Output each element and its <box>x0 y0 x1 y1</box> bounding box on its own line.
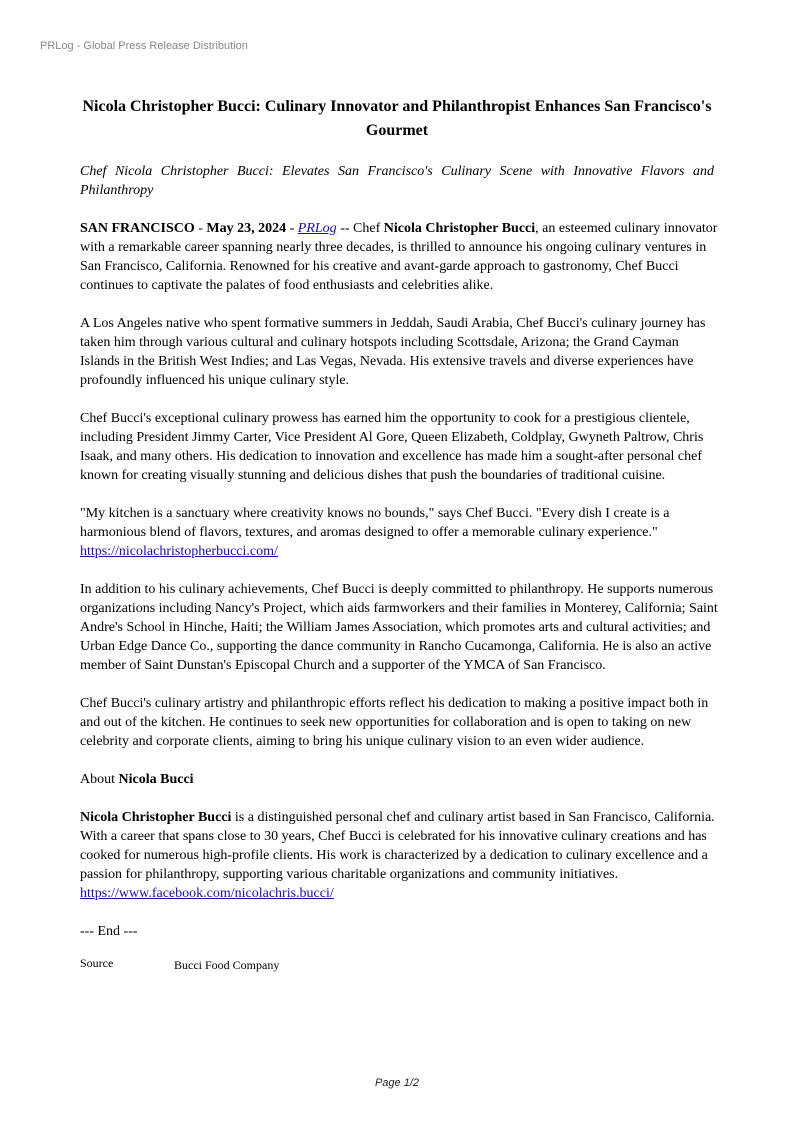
source-value: Bucci Food Company <box>174 958 280 972</box>
about-heading: About Nicola Bucci <box>80 772 194 787</box>
end-marker: --- End --- <box>80 924 138 939</box>
about-bio: Nicola Christopher Bucci is a distinguished personal chef and culinary artist based in San Francisco, California. With a career that spans close to 30 years, Chef Bucci is celebrated for his innovative culinary creations and has cooked for numerous high-profile clients. His work is characterized by a dedication to culinary excellence and a passion for philanthropy, supporting various charitable organizations and community initiatives. https://www.facebook.com/nicolachris.bucci/ <box>80 810 715 901</box>
website-link[interactable]: https://nicolachristopherbucci.com/ <box>80 544 278 559</box>
paragraph-philanthropy: In addition to his culinary achievements, Chef Bucci is deeply committed to philanthropy. He supports numerous organizations including Nancy's Project, which aids farmworkers and their families in Monterey, California; Saint Andre's School in Hinche, Haiti; the William James Association, which promotes arts and cultural activities; and Urban Edge Dance Co., supporting the dance community in Rancho Cucamonga, California. He is also an active member of Saint Dunstan's Episcopal Church and a supporter of the YMCA of San Francisco. <box>80 582 718 673</box>
paragraph-clientele: Chef Bucci's exceptional culinary prowess has earned him the opportunity to cook for a prestigious clientele, including President Jimmy Carter, Vice President Al Gore, Queen Elizabeth, Coldplay, Gwyneth Paltrow, Chris Isaak, and many others. His dedication to innovation and excellence has made him a sought-after personal chef known for creating visually stunning and delicious dishes that push the boundaries of traditional cuisine. <box>80 411 704 483</box>
release-date: May 23, 2024 <box>206 221 287 236</box>
paragraph-background: A Los Angeles native who spent formative summers in Jeddah, Saudi Arabia, Chef Bucci's culinary journey has taken him through various cultural and culinary hotspots including Scottsdale, Arizona; the Grand Cayman Islands in the British West Indies; and Las Vegas, Nevada. His extensive travels and diverse experiences have profoundly influenced his unique culinary style. <box>80 316 706 388</box>
paragraph-outlook: Chef Bucci's culinary artistry and philanthropic efforts reflect his dedication to making a positive impact both in and out of the kitchen. He continues to seek new opportunities for collaboration and is open to taking on new celebrity and corporate clients, aiming to bring his unique culinary vision to an even wider audience. <box>80 696 709 749</box>
press-release-subtitle: Chef Nicola Christopher Bucci: Elevates San Francisco's Culinary Scene with Innovative Flavors and Philanthropy <box>80 164 714 198</box>
source-label: Source <box>80 956 114 970</box>
bio-name: Nicola Christopher Bucci <box>80 810 232 825</box>
facebook-link[interactable]: https://www.facebook.com/nicolachris.bucci/ <box>80 886 334 901</box>
paragraph-intro: SAN FRANCISCO - May 23, 2024 - PRLog -- Chef Nicola Christopher Bucci, an esteemed culinary innovator with a remarkable career spanning nearly three decades, is thrilled to announce his ongoing culinary ventures in San Francisco, California. Renowned for his creative and avant-garde approach to gastronomy, Chef Bucci continues to captivate the palates of food enthusiasts and celebrities alike. <box>80 221 718 293</box>
page-number: Page 1/2 <box>374 1077 420 1089</box>
paragraph-quote: "My kitchen is a sanctuary where creativity knows no bounds," says Chef Bucci. "Every dish I create is a harmonious blend of flavors, textures, and aromas designed to offer a memorable culinary experience." https://nicolachristopherbucci.com/ <box>80 506 670 559</box>
dateline: SAN FRANCISCO <box>80 221 195 236</box>
press-release-title: Nicola Christopher Bucci: Culinary Innovator and Philanthropist Enhances San Francisco's Gourmet <box>82 98 712 139</box>
source-row <box>80 955 720 973</box>
prlog-link[interactable]: PRLog <box>297 221 337 236</box>
chef-name: Nicola Christopher Bucci <box>383 221 536 236</box>
site-header: PRLog - Global Press Release Distribution <box>40 40 248 52</box>
press-release-body <box>80 219 720 973</box>
